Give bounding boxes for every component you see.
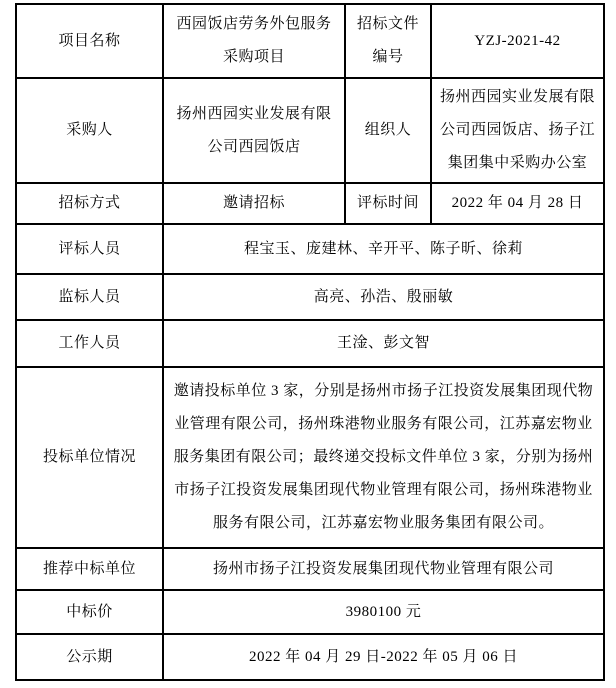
purchaser-value: 扬州西园实业发展有限公司西园饭店 — [163, 78, 345, 183]
table-row-winning-price — [16, 590, 604, 634]
purchaser-label: 采购人 — [16, 78, 163, 183]
eval-time-label: 评标时间 — [345, 183, 431, 224]
evaluators-value: 程宝玉、庞建林、辛开平、陈子昕、徐莉 — [163, 224, 604, 274]
table-row-supervisors — [16, 274, 604, 320]
staff-value: 王淦、彭文智 — [163, 320, 604, 367]
organizer-value: 扬州西园实业发展有限公司西园饭店、扬子江集团集中采购办公室 — [431, 78, 604, 183]
doc-number-value: YZJ-2021-42 — [431, 4, 604, 78]
bid-method-value: 邀请招标 — [163, 183, 345, 224]
table-row-recommended-winner — [16, 548, 604, 590]
table-row-bidder-info — [16, 367, 604, 548]
eval-time-value: 2022 年 04 月 28 日 — [431, 183, 604, 224]
publicity-period-value: 2022 年 04 月 29 日-2022 年 05 月 06 日 — [163, 634, 604, 680]
project-name-label: 项目名称 — [16, 4, 163, 78]
bidder-info-label: 投标单位情况 — [16, 367, 163, 548]
winning-price-value: 3980100 元 — [163, 590, 604, 634]
supervisors-label: 监标人员 — [16, 274, 163, 320]
project-name-value: 西园饭店劳务外包服务采购项目 — [163, 4, 345, 78]
publicity-period-label: 公示期 — [16, 634, 163, 680]
table-row-project-name — [16, 4, 604, 78]
doc-number-label: 招标文件编号 — [345, 4, 431, 78]
bid-method-label: 招标方式 — [16, 183, 163, 224]
table-row-purchaser — [16, 78, 604, 183]
staff-label: 工作人员 — [16, 320, 163, 367]
table-row-evaluators — [16, 224, 604, 274]
recommended-winner-label: 推荐中标单位 — [16, 548, 163, 590]
table-row-bid-method — [16, 183, 604, 224]
bid-result-table — [15, 3, 605, 681]
table-row-publicity-period — [16, 634, 604, 680]
evaluators-label: 评标人员 — [16, 224, 163, 274]
winning-price-label: 中标价 — [16, 590, 163, 634]
table-row-staff — [16, 320, 604, 367]
organizer-label: 组织人 — [345, 78, 431, 183]
recommended-winner-value: 扬州市扬子江投资发展集团现代物业管理有限公司 — [163, 548, 604, 590]
supervisors-value: 高亮、孙浩、殷丽敏 — [163, 274, 604, 320]
bidder-info-value: 邀请投标单位 3 家，分别是扬州市扬子江投资发展集团现代物业管理有限公司，扬州珠港物业服务有限公司，江苏嘉宏物业服务集团有限公司；最终递交投标文件单位 3 家，分别为扬州市扬子江投资发展集团现代物业管理有限公司，扬州珠港物业服务有限公司，江苏嘉宏物业服务集团有限公司。 — [163, 367, 604, 548]
